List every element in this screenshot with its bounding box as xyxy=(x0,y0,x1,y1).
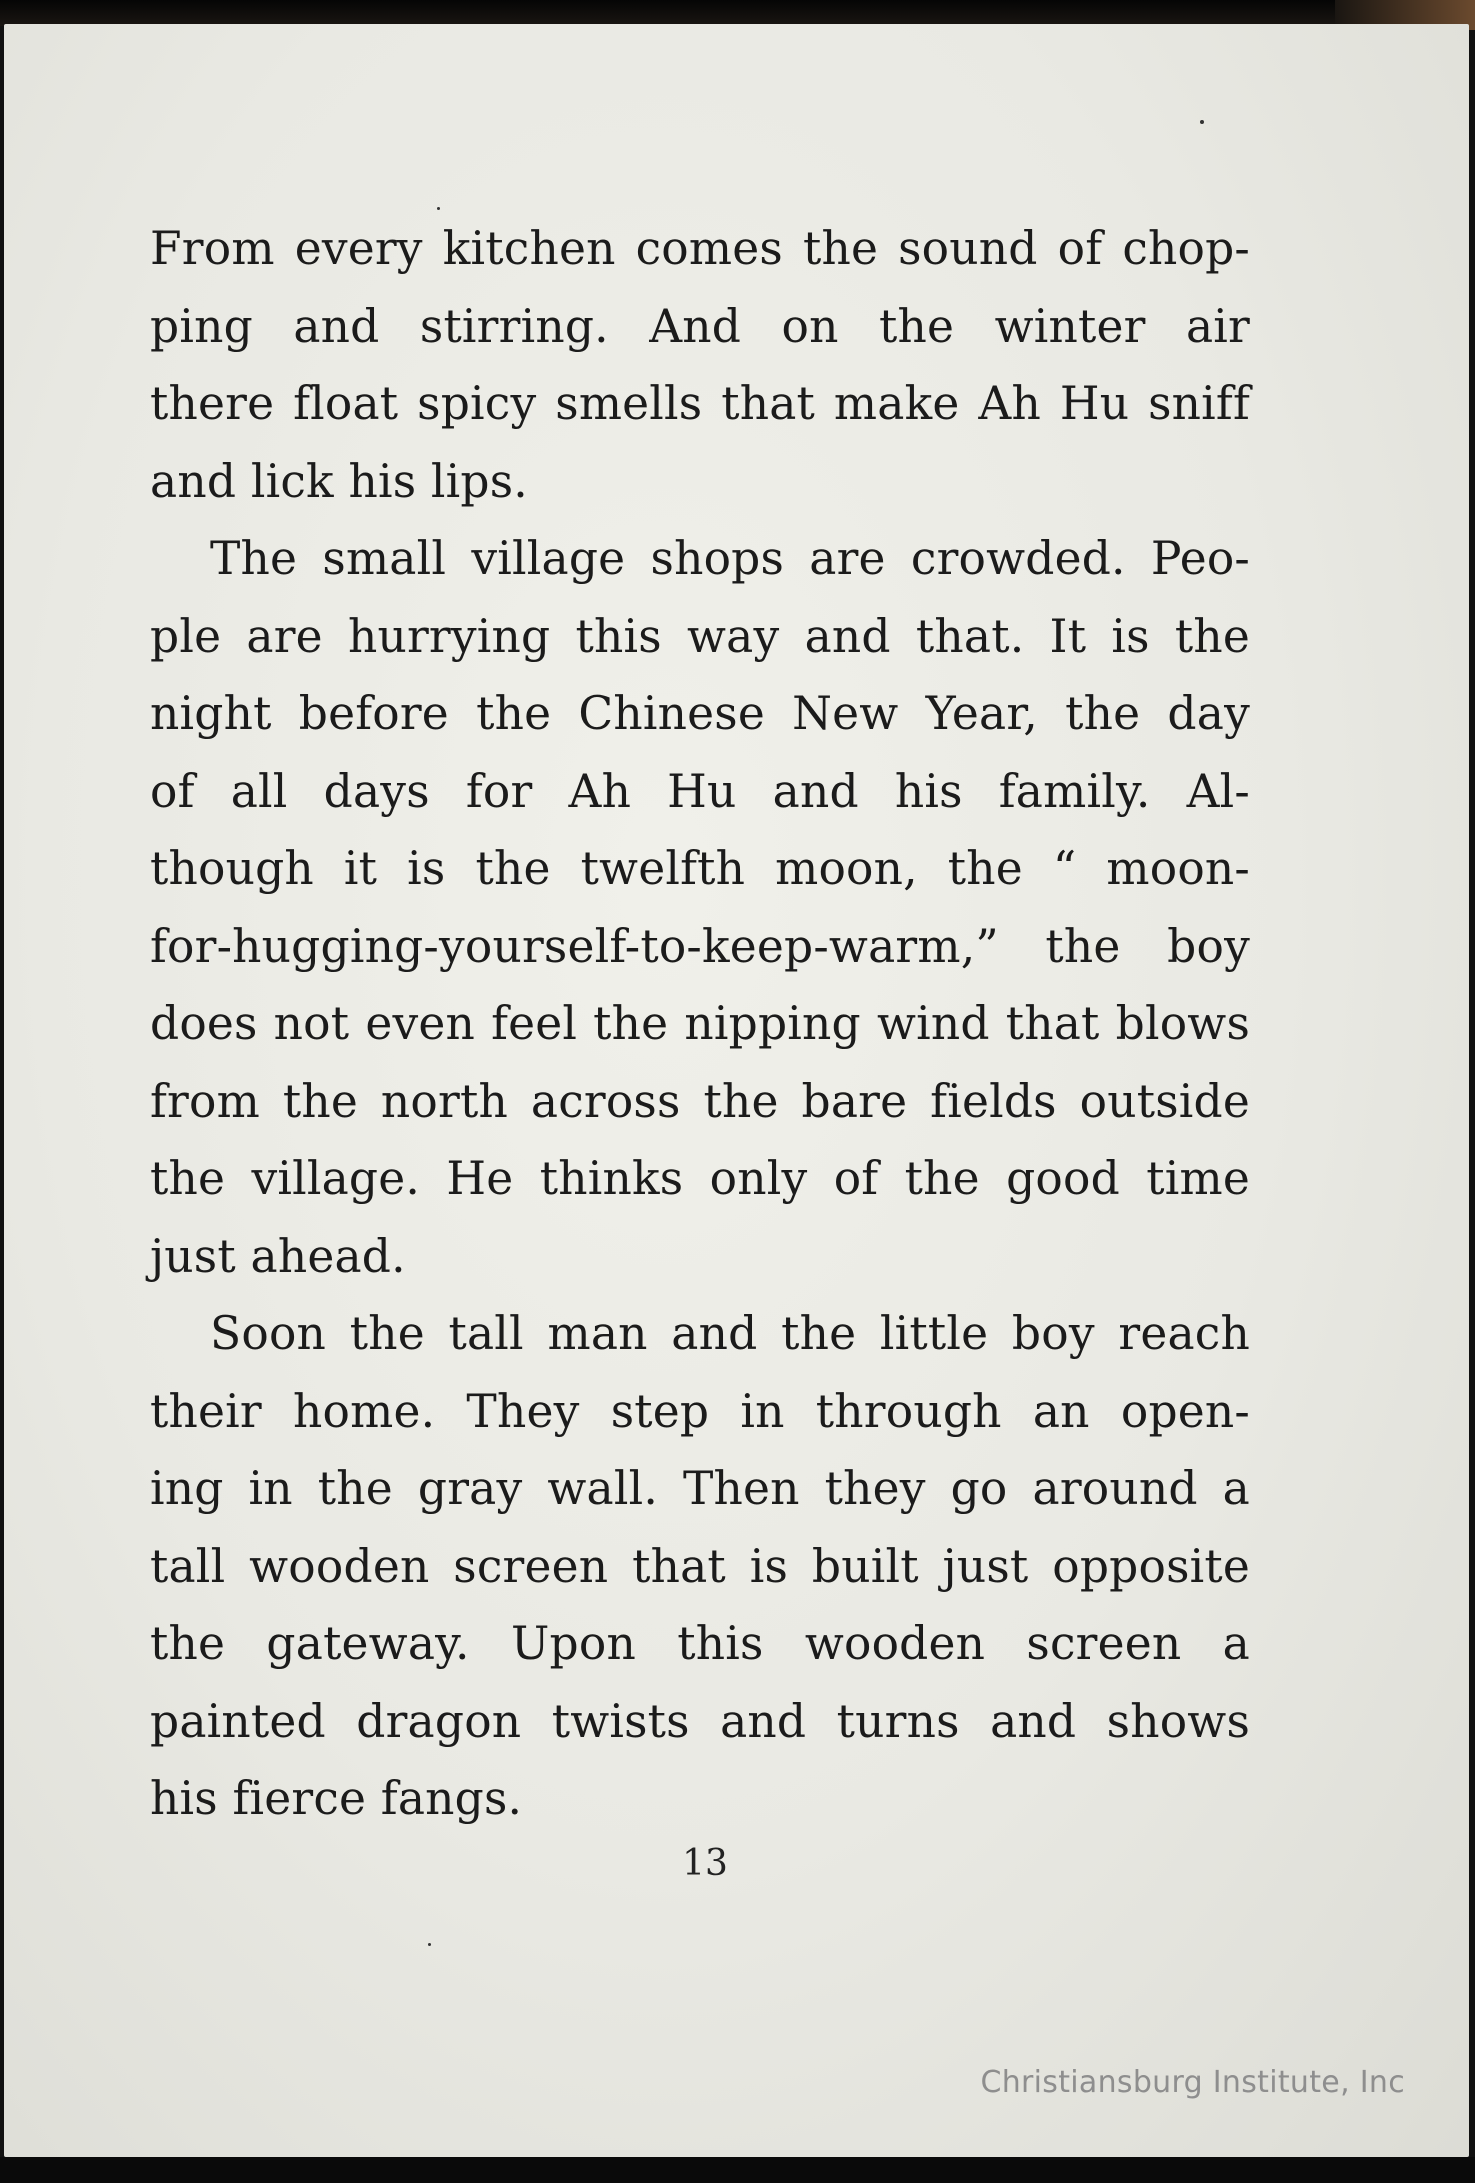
paragraph-3 xyxy=(150,1295,1250,1838)
text-line: The small village shops are crowded. Peo- xyxy=(210,532,1250,585)
text-line: the village. He thinks only of the good time xyxy=(150,1152,1250,1205)
paper-speck xyxy=(428,1943,431,1946)
scan-top-edge xyxy=(0,0,1475,26)
paragraph-2 xyxy=(150,520,1250,1295)
scan-bottom-edge xyxy=(0,2157,1475,2183)
text-line: of all days for Ah Hu and his family. Al- xyxy=(150,764,1250,818)
text-line: there float spicy smells that make Ah Hu sniff xyxy=(150,377,1250,430)
text-line: from the north across the bare fields outside xyxy=(150,1074,1250,1128)
text-line: ping and stirring. And on the winter air xyxy=(150,299,1250,353)
text-line: does not even feel the nipping wind that blows xyxy=(150,997,1250,1050)
text-line: his fierce fangs. xyxy=(150,1772,523,1825)
text-line: the gateway. Upon this wooden screen a xyxy=(150,1617,1250,1670)
text-line: From every kitchen comes the sound of chop- xyxy=(150,222,1250,275)
text-line: for-hugging-yourself-to-keep-warm,” the boy xyxy=(150,919,1250,973)
paper-speck xyxy=(1200,120,1204,124)
text-line: just ahead. xyxy=(150,1229,406,1283)
page-number: 13 xyxy=(682,1843,728,1884)
text-line: Soon the tall man and the little boy reach xyxy=(210,1307,1250,1360)
text-line: their home. They step in through an open- xyxy=(150,1384,1250,1438)
text-line: painted dragon twists and turns and shows xyxy=(150,1694,1250,1748)
body-text xyxy=(150,210,1250,1838)
text-line: tall wooden screen that is built just opposite xyxy=(150,1539,1250,1593)
paragraph-1 xyxy=(150,210,1250,520)
text-line: ing in the gray wall. Then they go around a xyxy=(150,1462,1250,1515)
text-line: though it is the twelfth moon, the “ moon- xyxy=(150,842,1250,895)
text-line: night before the Chinese New Year, the day xyxy=(150,687,1250,740)
text-line: ple are hurrying this way and that. It is the xyxy=(150,609,1250,663)
text-line: and lick his lips. xyxy=(150,454,528,508)
watermark-text: Christiansburg Institute, Inc xyxy=(980,2065,1405,2100)
